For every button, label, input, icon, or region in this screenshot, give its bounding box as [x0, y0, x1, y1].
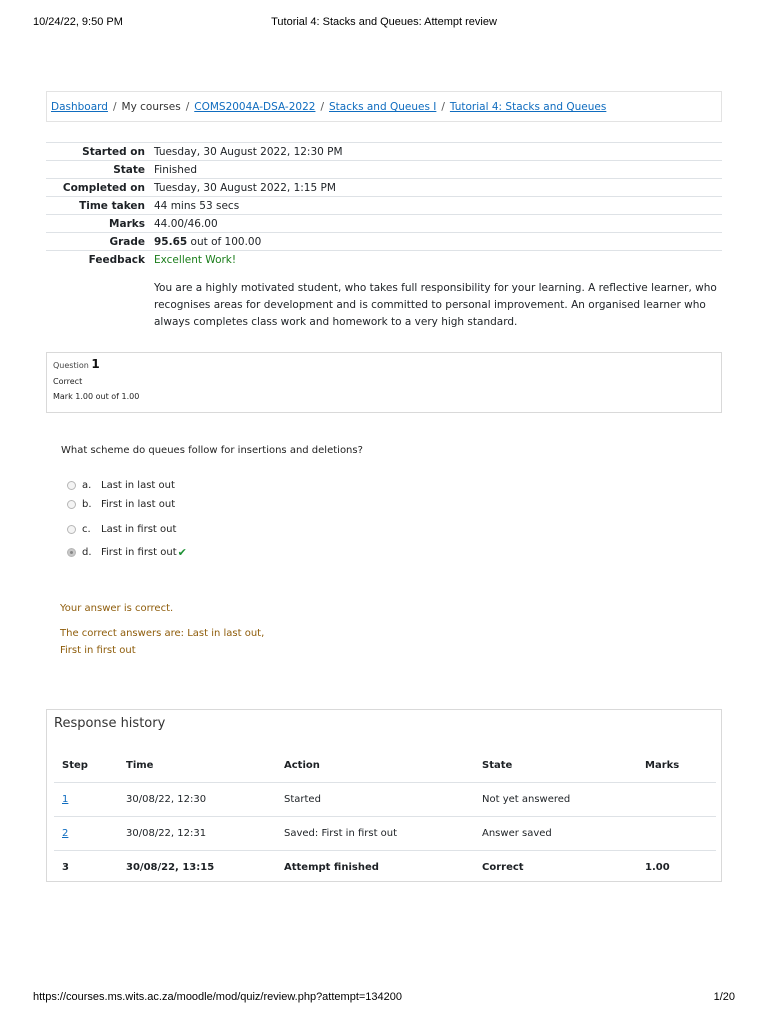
print-url: https://courses.ms.wits.ac.za/moodle/mod/quiz/review.php?attempt=134200 [33, 991, 402, 1003]
summary-label: Started on [46, 143, 154, 161]
cell-time: 30/08/22, 12:30 [118, 783, 276, 817]
correct-check-icon: ✔ [177, 545, 187, 559]
summary-row-completed [46, 179, 722, 197]
cell-state: Correct [482, 862, 524, 873]
radio-button[interactable] [67, 481, 76, 490]
correct-answers [60, 625, 264, 659]
option-letter: d. [82, 546, 92, 558]
cell-state: Answer saved [474, 817, 637, 851]
summary-label: Feedback [46, 251, 154, 269]
summary-row-state [46, 161, 722, 179]
column-header: Action [276, 748, 474, 783]
print-header [0, 16, 768, 34]
attempt-summary-table [46, 142, 722, 331]
option-text: First in last out [101, 498, 176, 510]
summary-value: Tuesday, 30 August 2022, 12:30 PM [154, 143, 722, 161]
answer-option-d[interactable] [67, 545, 187, 559]
answer-option-c[interactable] [67, 522, 176, 536]
column-header: Time [118, 748, 276, 783]
response-history-table [54, 748, 716, 884]
grade-out-of: out of 100.00 [187, 235, 262, 248]
table-row [54, 783, 716, 817]
summary-label: Completed on [46, 179, 154, 197]
summary-value: 44 mins 53 secs [154, 197, 722, 215]
option-letter: c. [82, 523, 91, 535]
feedback-text: You are a highly motivated student, who takes full responsibility for your learning. A reflective learner, who recognises areas for development and is committed to personal improvement. An organised learner who always completes class work and homework to a very high standard. [154, 282, 717, 328]
print-title: Tutorial 4: Stacks and Queues: Attempt review [271, 16, 497, 28]
summary-value: Finished [154, 161, 722, 179]
answer-option-b[interactable] [67, 497, 175, 511]
summary-row-started [46, 143, 722, 161]
print-datetime: 10/24/22, 9:50 PM [33, 16, 123, 28]
cell-action: Started [276, 783, 474, 817]
summary-label: State [46, 161, 154, 179]
summary-value: Tuesday, 30 August 2022, 1:15 PM [154, 179, 722, 197]
summary-row-feedback-text [46, 268, 722, 331]
cell-marks: 1.00 [645, 862, 670, 873]
column-header: Marks [637, 748, 716, 783]
breadcrumb-separator: / [112, 101, 117, 113]
radio-button-selected[interactable] [67, 548, 76, 557]
cell-action: Saved: First in first out [276, 817, 474, 851]
question-status: Correct [53, 377, 83, 386]
breadcrumb-separator: / [320, 101, 324, 113]
breadcrumb-separator: / [441, 101, 445, 113]
feedback-value: Excellent Work! [154, 251, 722, 269]
question-mark: Mark 1.00 out of 1.00 [53, 392, 140, 401]
cell-step: 3 [62, 862, 69, 873]
option-letter: a. [82, 479, 92, 491]
cell-time: 30/08/22, 13:15 [126, 862, 215, 873]
summary-row-grade [46, 233, 722, 251]
answer-option-a[interactable] [67, 478, 175, 492]
step-link[interactable]: 2 [62, 828, 69, 839]
question-number: Question 1 [53, 357, 100, 371]
table-row [54, 851, 716, 885]
correct-answers-line: The correct answers are: Last in last out, [60, 628, 265, 639]
summary-value [154, 233, 722, 251]
cell-marks [637, 783, 716, 817]
cell-marks [637, 817, 716, 851]
breadcrumb-quiz-link[interactable]: Tutorial 4: Stacks and Queues [449, 101, 607, 113]
summary-row-feedback [46, 251, 722, 269]
radio-button[interactable] [67, 500, 76, 509]
option-text: Last in first out [101, 523, 177, 535]
cell-action: Attempt finished [284, 862, 379, 873]
cell-state: Not yet answered [474, 783, 637, 817]
summary-row-marks [46, 215, 722, 233]
answer-feedback: Your answer is correct. [60, 603, 174, 614]
breadcrumb-separator: / [185, 101, 190, 113]
response-history [46, 709, 722, 882]
summary-label: Time taken [46, 197, 154, 215]
question-info-box [46, 352, 722, 413]
page-number: 1/20 [713, 991, 735, 1003]
breadcrumb [46, 91, 722, 122]
summary-label: Grade [46, 233, 154, 251]
option-text: First in first out [101, 546, 177, 558]
table-header-row [54, 748, 716, 783]
column-header: Step [54, 748, 118, 783]
correct-answers-line: First in first out [60, 645, 136, 656]
breadcrumb-dashboard-link[interactable]: Dashboard [51, 101, 108, 113]
radio-button[interactable] [67, 525, 76, 534]
summary-row-time-taken [46, 197, 722, 215]
question-text: What scheme do queues follow for insertions and deletions? [61, 445, 363, 456]
breadcrumb-section-link[interactable]: Stacks and Queues I [329, 101, 437, 113]
summary-value: 44.00/46.00 [154, 215, 722, 233]
grade-score: 95.65 [154, 235, 188, 248]
print-footer [0, 991, 768, 1009]
table-row [54, 817, 716, 851]
breadcrumb-course-link[interactable]: COMS2004A-DSA-2022 [194, 101, 316, 113]
step-link[interactable]: 1 [62, 794, 69, 805]
summary-label: Marks [46, 215, 154, 233]
breadcrumb-my-courses: My courses [121, 101, 181, 113]
column-header: State [474, 748, 637, 783]
option-letter: b. [82, 498, 92, 510]
option-text: Last in last out [101, 479, 175, 491]
response-history-title: Response history [54, 716, 166, 731]
cell-time: 30/08/22, 12:31 [118, 817, 276, 851]
